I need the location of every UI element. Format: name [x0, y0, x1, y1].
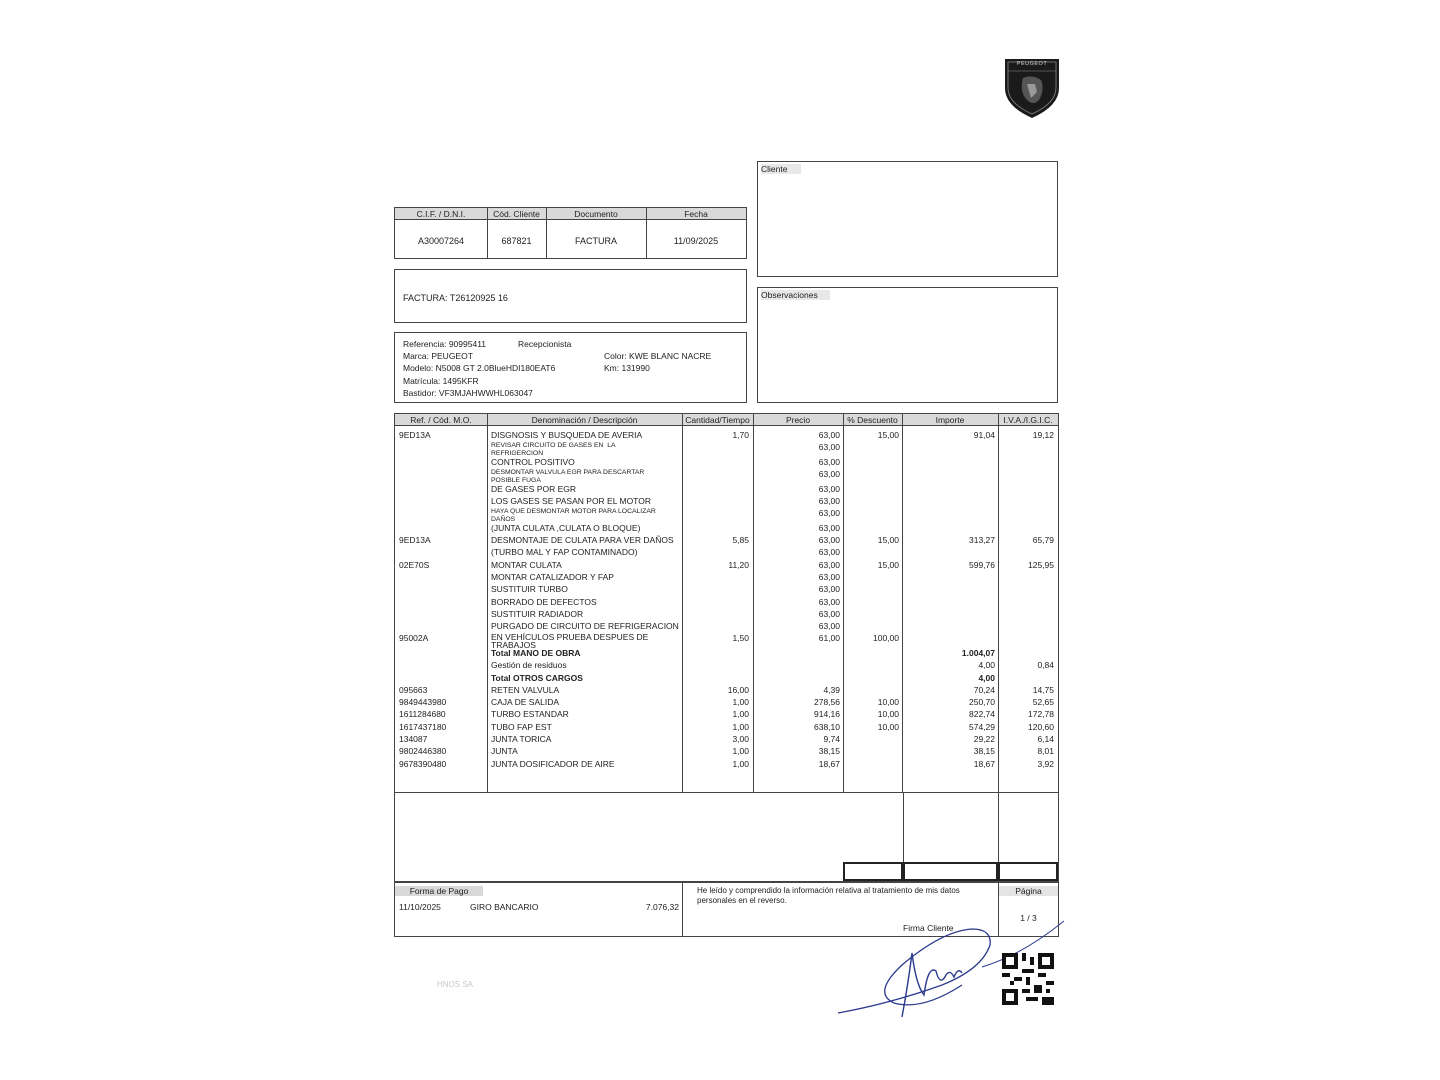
- cell-price: 63,00: [818, 483, 840, 494]
- cell-desc: BORRADO DE DEFECTOS: [491, 596, 597, 607]
- observaciones-box: [757, 287, 1058, 403]
- cell-price: 63,00: [818, 559, 840, 570]
- cell-desc: JUNTA DOSIFICADOR DE AIRE: [491, 758, 615, 769]
- cell-price: 914,16: [814, 709, 840, 720]
- qr-code-icon: [1002, 953, 1054, 1005]
- cell-ref: 1617437180: [399, 721, 447, 732]
- cell-desc: TURBO ESTANDAR: [491, 709, 569, 720]
- header-col-fecha: Fecha: [646, 208, 746, 220]
- cell-desc: JUNTA TORICA: [491, 734, 552, 744]
- col-header-amount: Importe: [902, 414, 998, 426]
- cell-iva: 8,01: [1037, 746, 1054, 757]
- cell-price: 63,00: [818, 430, 840, 440]
- cell-desc: DESMONTAR VALVULA EGR PARA DESCARTAR POSIBLE FUGA: [491, 469, 645, 484]
- cell-iva: 120,60: [1028, 721, 1054, 732]
- cell-amount: 70,24: [973, 684, 995, 695]
- cell-desc: TUBO FAP EST: [491, 721, 552, 732]
- cell-desc: LOS GASES SE PASAN POR EL MOTOR: [491, 495, 651, 506]
- cell-price: 63,00: [818, 469, 840, 480]
- cell-desc: RETEN VALVULA: [491, 684, 560, 695]
- cell-price: 63,00: [818, 571, 840, 582]
- cell-desc: CAJA DE SALIDA: [491, 697, 560, 708]
- cell-iva: 0,84: [1037, 660, 1054, 671]
- cell-qty: 11,20: [728, 559, 749, 570]
- cell-ref: 9ED13A: [399, 535, 431, 545]
- cell-desc: DE GASES POR EGR: [491, 483, 577, 494]
- privacy-note: He leído y comprendido la información relativa al tratamiento de mis datos personales en el reverso.: [697, 886, 960, 905]
- header-col-documento: Documento: [546, 208, 646, 220]
- cell-amount: 38,15: [973, 746, 995, 757]
- cell-amount: 313,27: [969, 535, 995, 545]
- cell-amount: 18,67: [973, 758, 995, 769]
- header-col-codcliente: Cód. Cliente: [487, 208, 546, 220]
- cell-desc: (JUNTA CULATA ,CULATA O BLOQUE): [491, 522, 641, 533]
- cell-ref: 95002A: [399, 633, 429, 644]
- cell-iva: 14,75: [1032, 684, 1054, 695]
- cell-desc: DISGNOSIS Y BUSQUEDA DE AVERIA: [491, 430, 643, 440]
- cell-disc: 10,00: [877, 721, 899, 732]
- cell-price: 63,00: [818, 608, 840, 619]
- cell-iva: 65,79: [1032, 535, 1054, 545]
- cell-price: 63,00: [818, 456, 840, 467]
- vehicle-marca: Marca: PEUGEOT: [403, 351, 473, 361]
- vehicle-referencia: Referencia: 90995411: [403, 339, 487, 349]
- cell-disc: 15,00: [877, 535, 899, 545]
- totals-area: [394, 792, 1059, 882]
- codcliente-value: 687821: [501, 236, 532, 246]
- payment-method: GIRO BANCARIO: [470, 902, 539, 912]
- vehicle-color: Color: KWE BLANC NACRE: [604, 351, 712, 361]
- cell-desc: PURGADO DE CIRCUITO DE REFRIGERACION: [491, 621, 679, 632]
- factura-number: FACTURA: T26120925 16: [403, 293, 508, 303]
- cell-disc: 15,00: [877, 559, 899, 570]
- cell-desc: CONTROL POSITIVO: [491, 456, 575, 467]
- cell-qty: 1,00: [732, 697, 749, 708]
- vehicle-matricula: Matrícula: 1495KFR: [403, 376, 479, 386]
- cell-qty: 5,85: [732, 535, 749, 545]
- cell-desc: Total MANO DE OBRA: [491, 647, 581, 658]
- cell-ref: 1611284680: [399, 709, 446, 720]
- cell-disc: 100,00: [873, 633, 899, 644]
- vehicle-km: Km: 131990: [604, 363, 650, 373]
- cell-qty: 3,00: [732, 734, 749, 744]
- col-header-iva: I.V.A./I.G.I.C.: [998, 414, 1058, 426]
- cell-price: 63,00: [818, 522, 840, 533]
- cell-price: 63,00: [818, 442, 840, 453]
- cell-desc: JUNTA: [491, 746, 518, 757]
- cell-price: 63,00: [818, 547, 840, 558]
- payment-label: Forma de Pago: [395, 886, 483, 896]
- vehicle-modelo: Modelo: N5008 GT 2.0BlueHDI180EAT6: [403, 363, 556, 373]
- cell-price: 38,15: [818, 746, 840, 757]
- cell-amount: 822,74: [969, 709, 995, 720]
- logo-text: PEUGEOT: [1016, 61, 1048, 67]
- cell-price: 638,10: [814, 721, 840, 732]
- cell-ref: 095663: [399, 684, 428, 695]
- documento-value: FACTURA: [574, 236, 617, 246]
- cell-ref: 02E70S: [399, 559, 430, 570]
- col-header-price: Precio: [753, 414, 843, 426]
- factura-box: [394, 269, 747, 323]
- cell-price: 18,67: [818, 758, 840, 769]
- signature-label: Firma Cliente: [903, 923, 954, 933]
- cell-price: 63,00: [818, 584, 840, 595]
- cell-disc: 10,00: [877, 697, 899, 708]
- cell-price: 278,56: [814, 697, 840, 708]
- cell-iva: 172,78: [1028, 709, 1054, 720]
- cell-amount: 4,00: [978, 660, 995, 671]
- cliente-label: Cliente: [761, 164, 801, 174]
- cell-qty: 1,00: [732, 709, 749, 720]
- page-value: 1 / 3: [1020, 913, 1037, 923]
- cif-value: A30007264: [417, 236, 465, 246]
- cell-price: 61,00: [818, 633, 840, 644]
- cell-desc: SUSTITUIR TURBO: [491, 584, 568, 595]
- total-box-2: [903, 862, 998, 881]
- cell-desc: MONTAR CATALIZADOR Y FAP: [491, 571, 614, 582]
- peugeot-logo: [1003, 56, 1061, 120]
- cell-price: 63,00: [818, 508, 840, 519]
- cell-qty: 1,50: [732, 633, 749, 644]
- cell-amount: 599,76: [969, 559, 995, 570]
- cell-amount: 250,70: [969, 697, 995, 708]
- cell-price: 63,00: [818, 535, 840, 545]
- cliente-box: [757, 161, 1058, 277]
- cell-price: 63,00: [818, 596, 840, 607]
- cell-desc: MONTAR CULATA: [491, 559, 562, 570]
- observaciones-label: Observaciones: [761, 290, 830, 300]
- cell-amount: 4,00: [978, 672, 995, 683]
- col-header-qty: Cantidad/Tiempo: [682, 414, 753, 426]
- cell-iva: 19,12: [1032, 430, 1054, 440]
- total-box-3: [998, 862, 1058, 881]
- cell-ref: 9802446380: [399, 746, 447, 757]
- vehicle-bastidor: Bastidor: VF3MJAHWWHL063047: [403, 388, 533, 398]
- cell-price: 9,74: [823, 734, 840, 744]
- cell-price: 63,00: [818, 621, 840, 632]
- cell-desc: HAYA QUE DESMONTAR MOTOR PARA LOCALIZAR DAÑOS: [491, 508, 656, 523]
- page-label: Página: [999, 886, 1058, 896]
- items-table: [394, 413, 1059, 793]
- cell-iva: 6,14: [1037, 734, 1054, 744]
- fecha-value: 11/09/2025: [673, 236, 719, 246]
- cell-qty: 1,00: [732, 746, 749, 757]
- cell-desc: Total OTROS CARGOS: [491, 672, 583, 683]
- cell-ref: 9ED13A: [399, 430, 431, 440]
- cell-iva: 125,95: [1028, 559, 1054, 570]
- cell-iva: 3,92: [1037, 758, 1054, 769]
- cell-amount: 574,29: [969, 721, 995, 732]
- cell-qty: 1,70: [732, 430, 749, 440]
- cell-ref: 134087: [399, 734, 428, 744]
- total-box-1: [843, 862, 903, 881]
- cell-disc: 10,00: [877, 709, 899, 720]
- cell-desc: Gestión de residuos: [491, 660, 567, 671]
- payment-date: 11/10/2025: [399, 902, 441, 912]
- col-header-ref: Ref. / Cód. M.O.: [395, 414, 487, 426]
- header-col-cif: C.I.F. / D.N.I.: [395, 208, 487, 220]
- header-info-block: [394, 207, 747, 259]
- payment-amount: 7.076,32: [645, 902, 679, 912]
- cell-desc: REVISAR CIRCUITO DE GASES EN LA REFRIGERCION: [491, 442, 616, 457]
- vehicle-box: [394, 332, 747, 403]
- vehicle-recepcionista: Recepcionista: [518, 339, 572, 349]
- cell-qty: 1,00: [732, 758, 749, 769]
- cell-ref: 9678390480: [399, 758, 447, 769]
- col-header-desc: Denominación / Descripción: [487, 414, 682, 426]
- col-header-disc: % Descuento: [843, 414, 902, 426]
- cell-price: 4,39: [823, 684, 840, 695]
- cell-amount: 29,22: [973, 734, 995, 744]
- cell-qty: 1,00: [732, 721, 749, 732]
- cell-qty: 16,00: [727, 684, 749, 695]
- cell-desc: SUSTITUIR RADIADOR: [491, 608, 584, 619]
- cell-desc: EN VEHÍCULOS PRUEBA DESPUES DE TRABAJOS: [491, 632, 649, 651]
- cell-desc: (TURBO MAL Y FAP CONTAMINADO): [491, 547, 638, 558]
- cell-disc: 15,00: [877, 430, 899, 440]
- cell-amount: 91,04: [973, 430, 995, 440]
- cell-ref: 9849443980: [399, 697, 447, 708]
- cell-amount: 1.004,07: [961, 647, 995, 658]
- cell-price: 63,00: [818, 495, 840, 506]
- cell-desc: DESMONTAJE DE CULATA PARA VER DAÑOS: [491, 535, 674, 545]
- cell-iva: 52,65: [1032, 697, 1054, 708]
- faded-footer-text: HNOS SA: [437, 980, 474, 989]
